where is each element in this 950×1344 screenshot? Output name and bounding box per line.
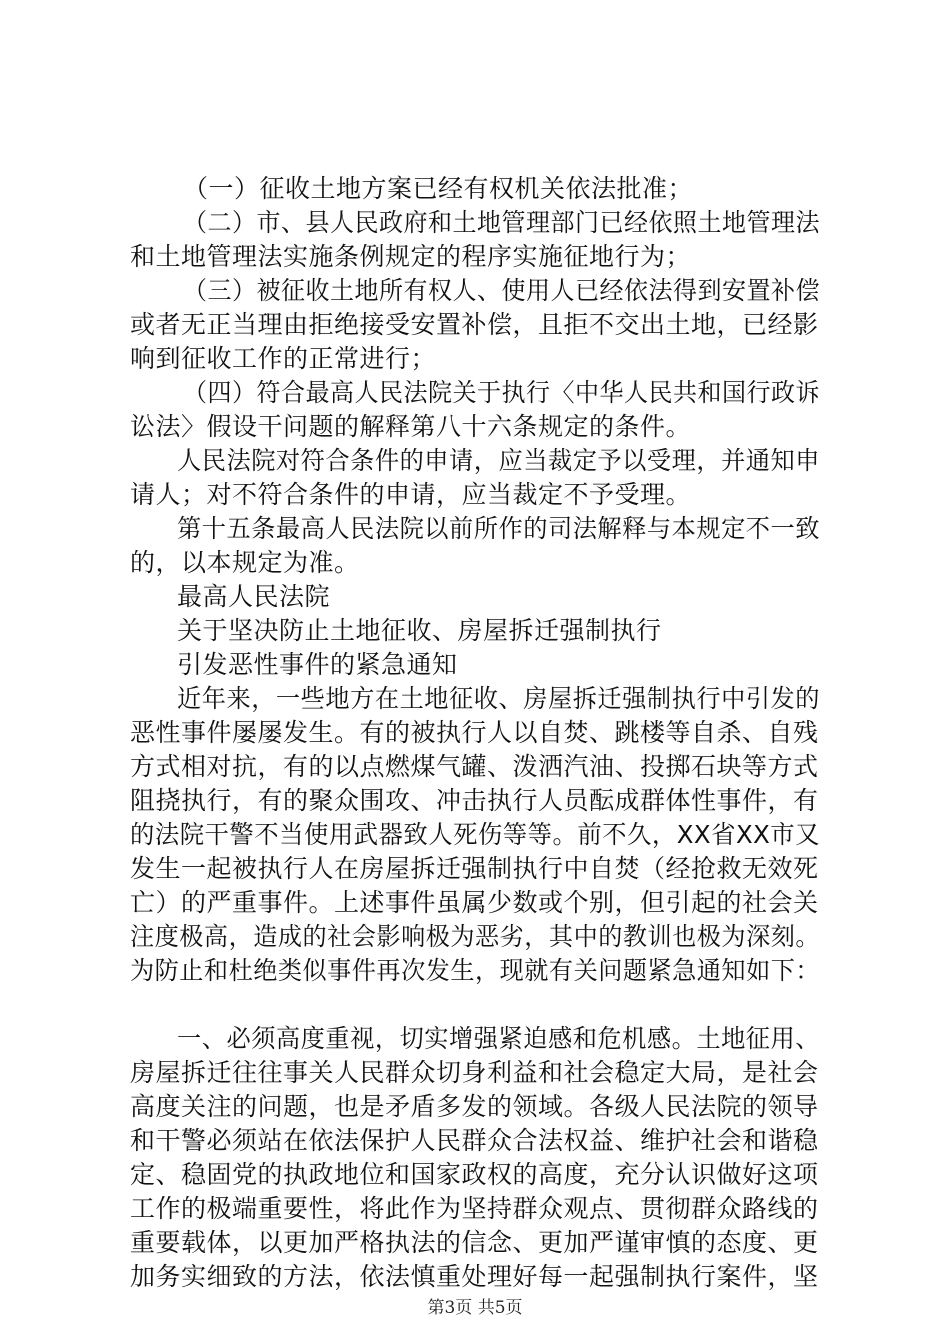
text-line: 最高人民法院: [177, 582, 331, 611]
text-line: 恶性事件屡屡发生。有的被执行人以自焚、跳楼等自杀、自残: [130, 718, 819, 747]
text-line: 引发恶性事件的紧急通知: [177, 650, 458, 679]
text-line: 的法院干警不当使用武器致人死伤等等。前不久，XX省XX市又: [130, 820, 821, 849]
page-number-footer: 第3页 共5页: [427, 1298, 523, 1318]
text-line: 请人；对不符合条件的申请，应当裁定不予受理。: [130, 480, 692, 509]
text-line: 重要载体，以更加严格执法的信念、更加严谨审慎的态度、更: [130, 1228, 819, 1257]
text-line: 为防止和杜绝类似事件再次发生，现就有关问题紧急通知如下：: [130, 956, 821, 985]
text-line: 亡）的严重事件。上述事件虽属少数或个别，但引起的社会关: [130, 888, 819, 917]
text-line: 人民法院对符合条件的申请，应当裁定予以受理，并通知申: [177, 446, 821, 475]
text-line: 高度关注的问题，也是矛盾多发的领域。各级人民法院的领导: [130, 1092, 819, 1121]
text-line: （三）被征收土地所有权人、使用人已经依法得到安置补偿: [183, 276, 821, 305]
text-line: 注度极高，造成的社会影响极为恶劣，其中的教训也极为深刻。: [130, 922, 821, 951]
text-line: 或者无正当理由拒绝接受安置补偿，且拒不交出土地，已经影: [130, 310, 819, 339]
text-line: 响到征收工作的正常进行；: [130, 344, 437, 373]
text-line: 一、必须高度重视，切实增强紧迫感和危机感。土地征用、: [177, 1024, 821, 1053]
text-line: 讼法〉假设干问题的解释第八十六条规定的条件。: [130, 412, 692, 441]
text-line: （四）符合最高人民法院关于执行〈中华人民共和国行政诉: [183, 378, 821, 407]
text-line: 和土地管理法实施条例规定的程序实施征地行为；: [130, 242, 692, 271]
text-line: 发生一起被执行人在房屋拆迁强制执行中自焚（经抢救无效死: [130, 854, 819, 883]
text-line: 关于坚决防止土地征收、房屋拆迁强制执行: [177, 616, 662, 645]
text-line: 方式相对抗，有的以点燃煤气罐、泼洒汽油、投掷石块等方式: [130, 752, 819, 781]
text-line: 第十五条最高人民法院以前所作的司法解释与本规定不一致: [177, 514, 821, 543]
text-line: 加务实细致的方法，依法慎重处理好每一起强制执行案件，坚: [130, 1262, 819, 1291]
text-line: 定、稳固党的执政地位和国家政权的高度，充分认识做好这项: [130, 1160, 819, 1189]
text-line: 阻挠执行，有的聚众围攻、冲击执行人员酝成群体性事件，有: [130, 786, 819, 815]
text-line: 工作的极端重要性，将此作为坚持群众观点、贯彻群众路线的: [130, 1194, 819, 1223]
text-line: （一）征收土地方案已经有权机关依法批准；: [183, 174, 694, 203]
text-line: （二）市、县人民政府和土地管理部门已经依照土地管理法: [183, 208, 821, 237]
text-line: 的，以本规定为准。: [130, 548, 360, 577]
text-line: 和干警必须站在依法保护人民群众合法权益、维护社会和谐稳: [130, 1126, 819, 1155]
text-line: 近年来，一些地方在土地征收、房屋拆迁强制执行中引发的: [177, 684, 821, 713]
text-line: 房屋拆迁往往事关人民群众切身利益和社会稳定大局，是社会: [130, 1058, 819, 1087]
